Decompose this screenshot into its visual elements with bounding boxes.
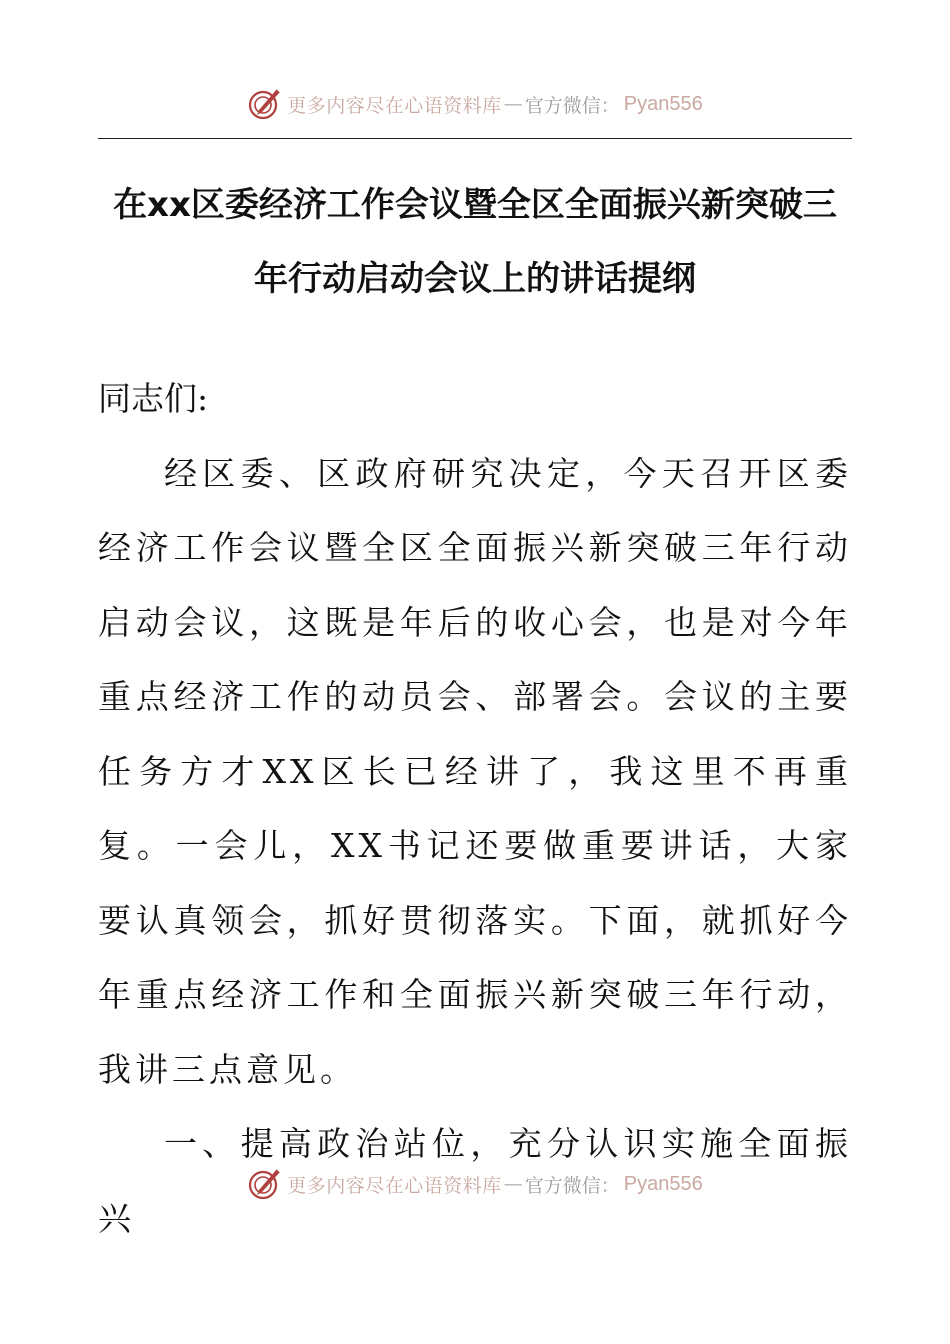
document-title: 在xx区委经济工作会议暨全区全面振兴新突破三年行动启动会议上的讲话提纲 (113, 185, 837, 299)
pen-logo-icon (247, 1166, 283, 1202)
body-paragraph: 经区委、区政府研究决定，今天召开区委经济工作会议暨全区全面振兴新突破三年行动启动会议，这既是年后的收心会，也是对今年重点经济工作的动员会、部署会。会议的主要任务方才XX区长已经讲了，我这里不再重复。一会儿，XX书记还要做重要讲话，大家要认真领会，抓好贯彻落实。下面，就抓好今年重点经济工作和全面振兴新突破三年行动，我讲三点意见。 (98, 453, 852, 1089)
footer-watermark (0, 1162, 950, 1206)
watermark-wechat-label: 官方微信： (524, 1174, 620, 1197)
salutation: 同志们: (98, 379, 209, 418)
watermark-dash: — (503, 1173, 523, 1195)
watermark-wechat-label: 官方微信： (524, 94, 620, 117)
watermark-wechat-id: Pyan556 (623, 1172, 703, 1195)
document-body (98, 362, 852, 1256)
header-rule (98, 138, 852, 139)
pen-logo-icon (247, 86, 283, 122)
header-watermark (0, 82, 950, 126)
watermark-wechat-id: Pyan556 (623, 92, 703, 115)
watermark-text: 更多内容尽在心语资料库 (287, 94, 502, 117)
watermark-text: 更多内容尽在心语资料库 (287, 1174, 502, 1197)
section-heading: 一、提高政治站位，充分认识实施全面振兴 (98, 1124, 852, 1238)
watermark-dash: — (503, 93, 523, 115)
